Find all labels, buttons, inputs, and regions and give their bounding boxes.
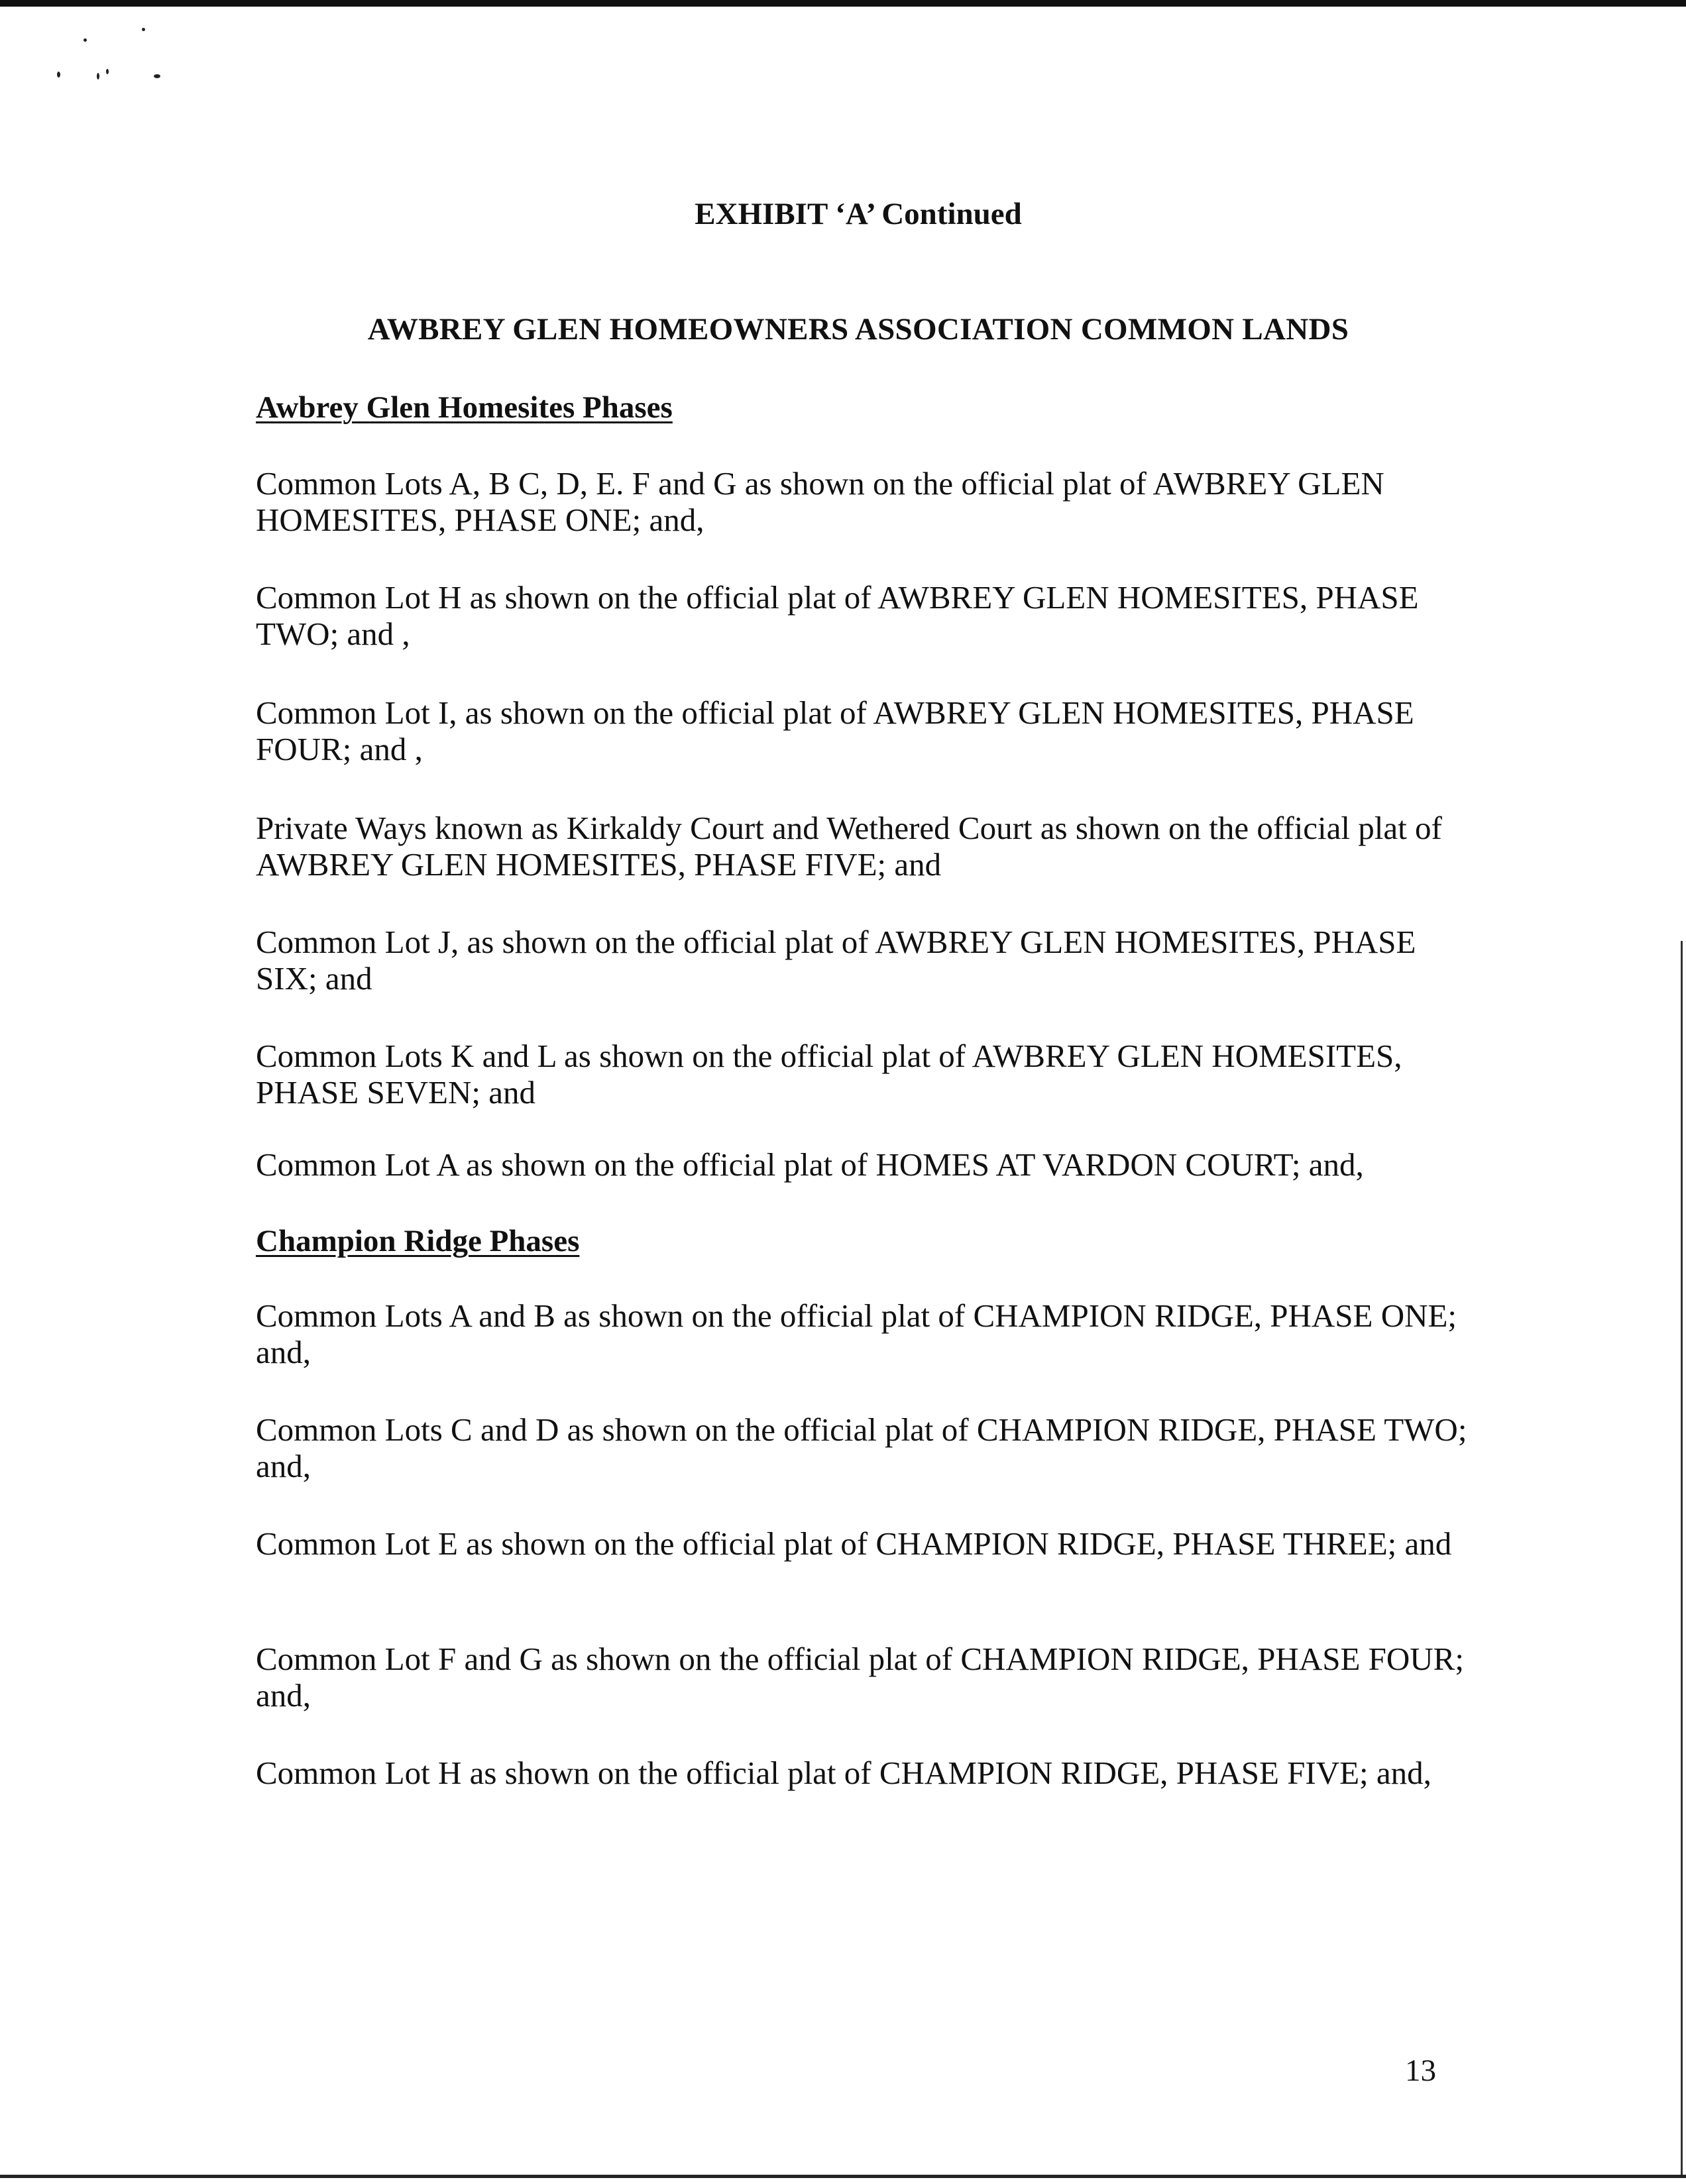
paragraph: Common Lots A and B as shown on the official plat of CHAMPION RIDGE, PHASE ONE; and, (256, 1297, 1457, 1370)
page-number: 13 (1405, 2053, 1436, 2088)
paragraph: Common Lot H as shown on the official plat of CHAMPION RIDGE, PHASE FIVE; and, (256, 1755, 1432, 1791)
paragraph: Private Ways known as Kirkaldy Court and Wethered Court as shown on the official plat of AWBREY GLEN HOMESITES, PHASE FIVE; and (256, 810, 1442, 883)
scan-border-top (0, 0, 1686, 7)
main-heading: AWBREY GLEN HOMEOWNERS ASSOCIATION COMMON LANDS (367, 312, 1349, 347)
section-heading: Awbrey Glen Homesites Phases (256, 390, 673, 425)
scan-speck (84, 38, 87, 42)
paragraph: Common Lots C and D as shown on the official plat of CHAMPION RIDGE, PHASE TWO; and, (256, 1411, 1467, 1484)
paragraph: Common Lot H as shown on the official plat of AWBREY GLEN HOMESITES, PHASE TWO; and , (256, 579, 1419, 652)
scan-speck (97, 73, 99, 80)
scan-speck (142, 28, 145, 31)
paragraph: Common Lots K and L as shown on the official plat of AWBREY GLEN HOMESITES, PHASE SEVEN; and (256, 1038, 1402, 1111)
paragraph: Common Lot F and G as shown on the official plat of CHAMPION RIDGE, PHASE FOUR; and, (256, 1641, 1464, 1714)
scan-border-right (1681, 941, 1683, 2175)
scan-speck (106, 69, 109, 74)
scan-border-bottom (0, 2175, 1686, 2178)
paragraph: Common Lots A, B C, D, E. F and G as shown on the official plat of AWBREY GLEN HOMESITES, PHASE ONE; and, (256, 465, 1384, 538)
paragraph: Common Lot J, as shown on the official plat of AWBREY GLEN HOMESITES, PHASE SIX; and (256, 924, 1416, 997)
paragraph: Common Lot A as shown on the official plat of HOMES AT VARDON COURT; and, (256, 1146, 1364, 1183)
scan-speck (154, 74, 160, 78)
paragraph: Common Lot I, as shown on the official plat of AWBREY GLEN HOMESITES, PHASE FOUR; and , (256, 694, 1414, 767)
page-title: EXHIBIT ‘A’ Continued (695, 197, 1022, 231)
scan-speck (57, 72, 60, 78)
paragraph: Common Lot E as shown on the official plat of CHAMPION RIDGE, PHASE THREE; and (256, 1525, 1452, 1562)
section-heading: Champion Ridge Phases (256, 1224, 580, 1258)
